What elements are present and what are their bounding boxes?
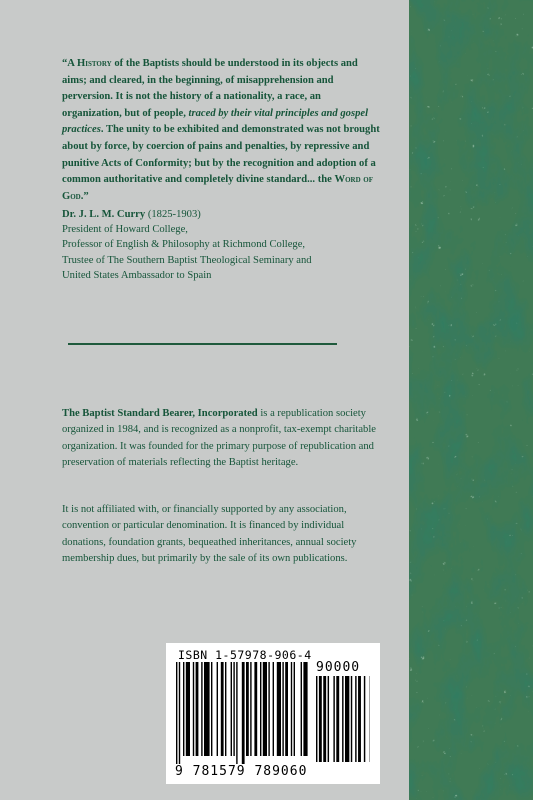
publisher-name: The Baptist Standard Bearer, Incorporated <box>62 408 258 419</box>
quote-word-of-god: Word of God <box>62 174 374 202</box>
quote-attribution <box>62 207 392 283</box>
author-credential: Professor of English & Philosophy at Richmond College, <box>62 239 306 251</box>
divider-rule <box>68 343 337 345</box>
isbn-label: ISBN 1-57978-906-4 <box>178 648 312 662</box>
ean-digits: 9 781579 789060 <box>175 764 308 779</box>
author-credential: Trustee of The Southern Baptist Theological Seminary and <box>62 254 312 266</box>
curry-quote: “A History of the Baptists should be understood in its objects and aims; and cleared, in the beginning, of misapprehension and perversion. It is not the history of a nationality, a race, an organization, but of people, traced by their vital principles and gospel practices. The unity to be exhibited and demonstrated was not brought about by force, by coercion of pains and penalties, by repressive and punitive Acts of Conformity; but by the recognition and adoption of a common authoritative and completely divine standard... the Word of God.” <box>62 58 380 202</box>
quote-history-smallcaps: History <box>77 58 112 69</box>
author-credential: President of Howard College, <box>62 224 188 236</box>
price-code: 90000 <box>316 660 361 675</box>
author-name: Dr. J. L. M. Curry <box>62 209 146 220</box>
quote-italic-phrase: traced by their vital principles and gospel practices <box>62 107 369 136</box>
marble-texture <box>409 0 533 800</box>
publisher-funding: It is not affiliated with, or financially supported by any association, convention or particular denomination. It is financed by individual donations, foundation grants, bequeathed inheritances, annual society membership dues, but primarily by the sale of its own publications. <box>62 504 357 565</box>
ean-barcode-bars <box>176 662 310 764</box>
author-credential: United States Ambassador to Spain <box>62 269 212 281</box>
addon-barcode-bars <box>316 676 370 762</box>
publisher-about: The Baptist Standard Bearer, Incorporated is a republication society organized in 1984, and is recognized as a nonprofit, tax-exempt charitable organization. It was founded for the primary purpose of republication and preservation of materials reflecting the Baptist heritage. <box>62 408 376 469</box>
isbn-barcode <box>166 643 380 784</box>
green-marble-spine <box>409 0 533 800</box>
author-dates: (1825-1903) <box>145 209 201 220</box>
